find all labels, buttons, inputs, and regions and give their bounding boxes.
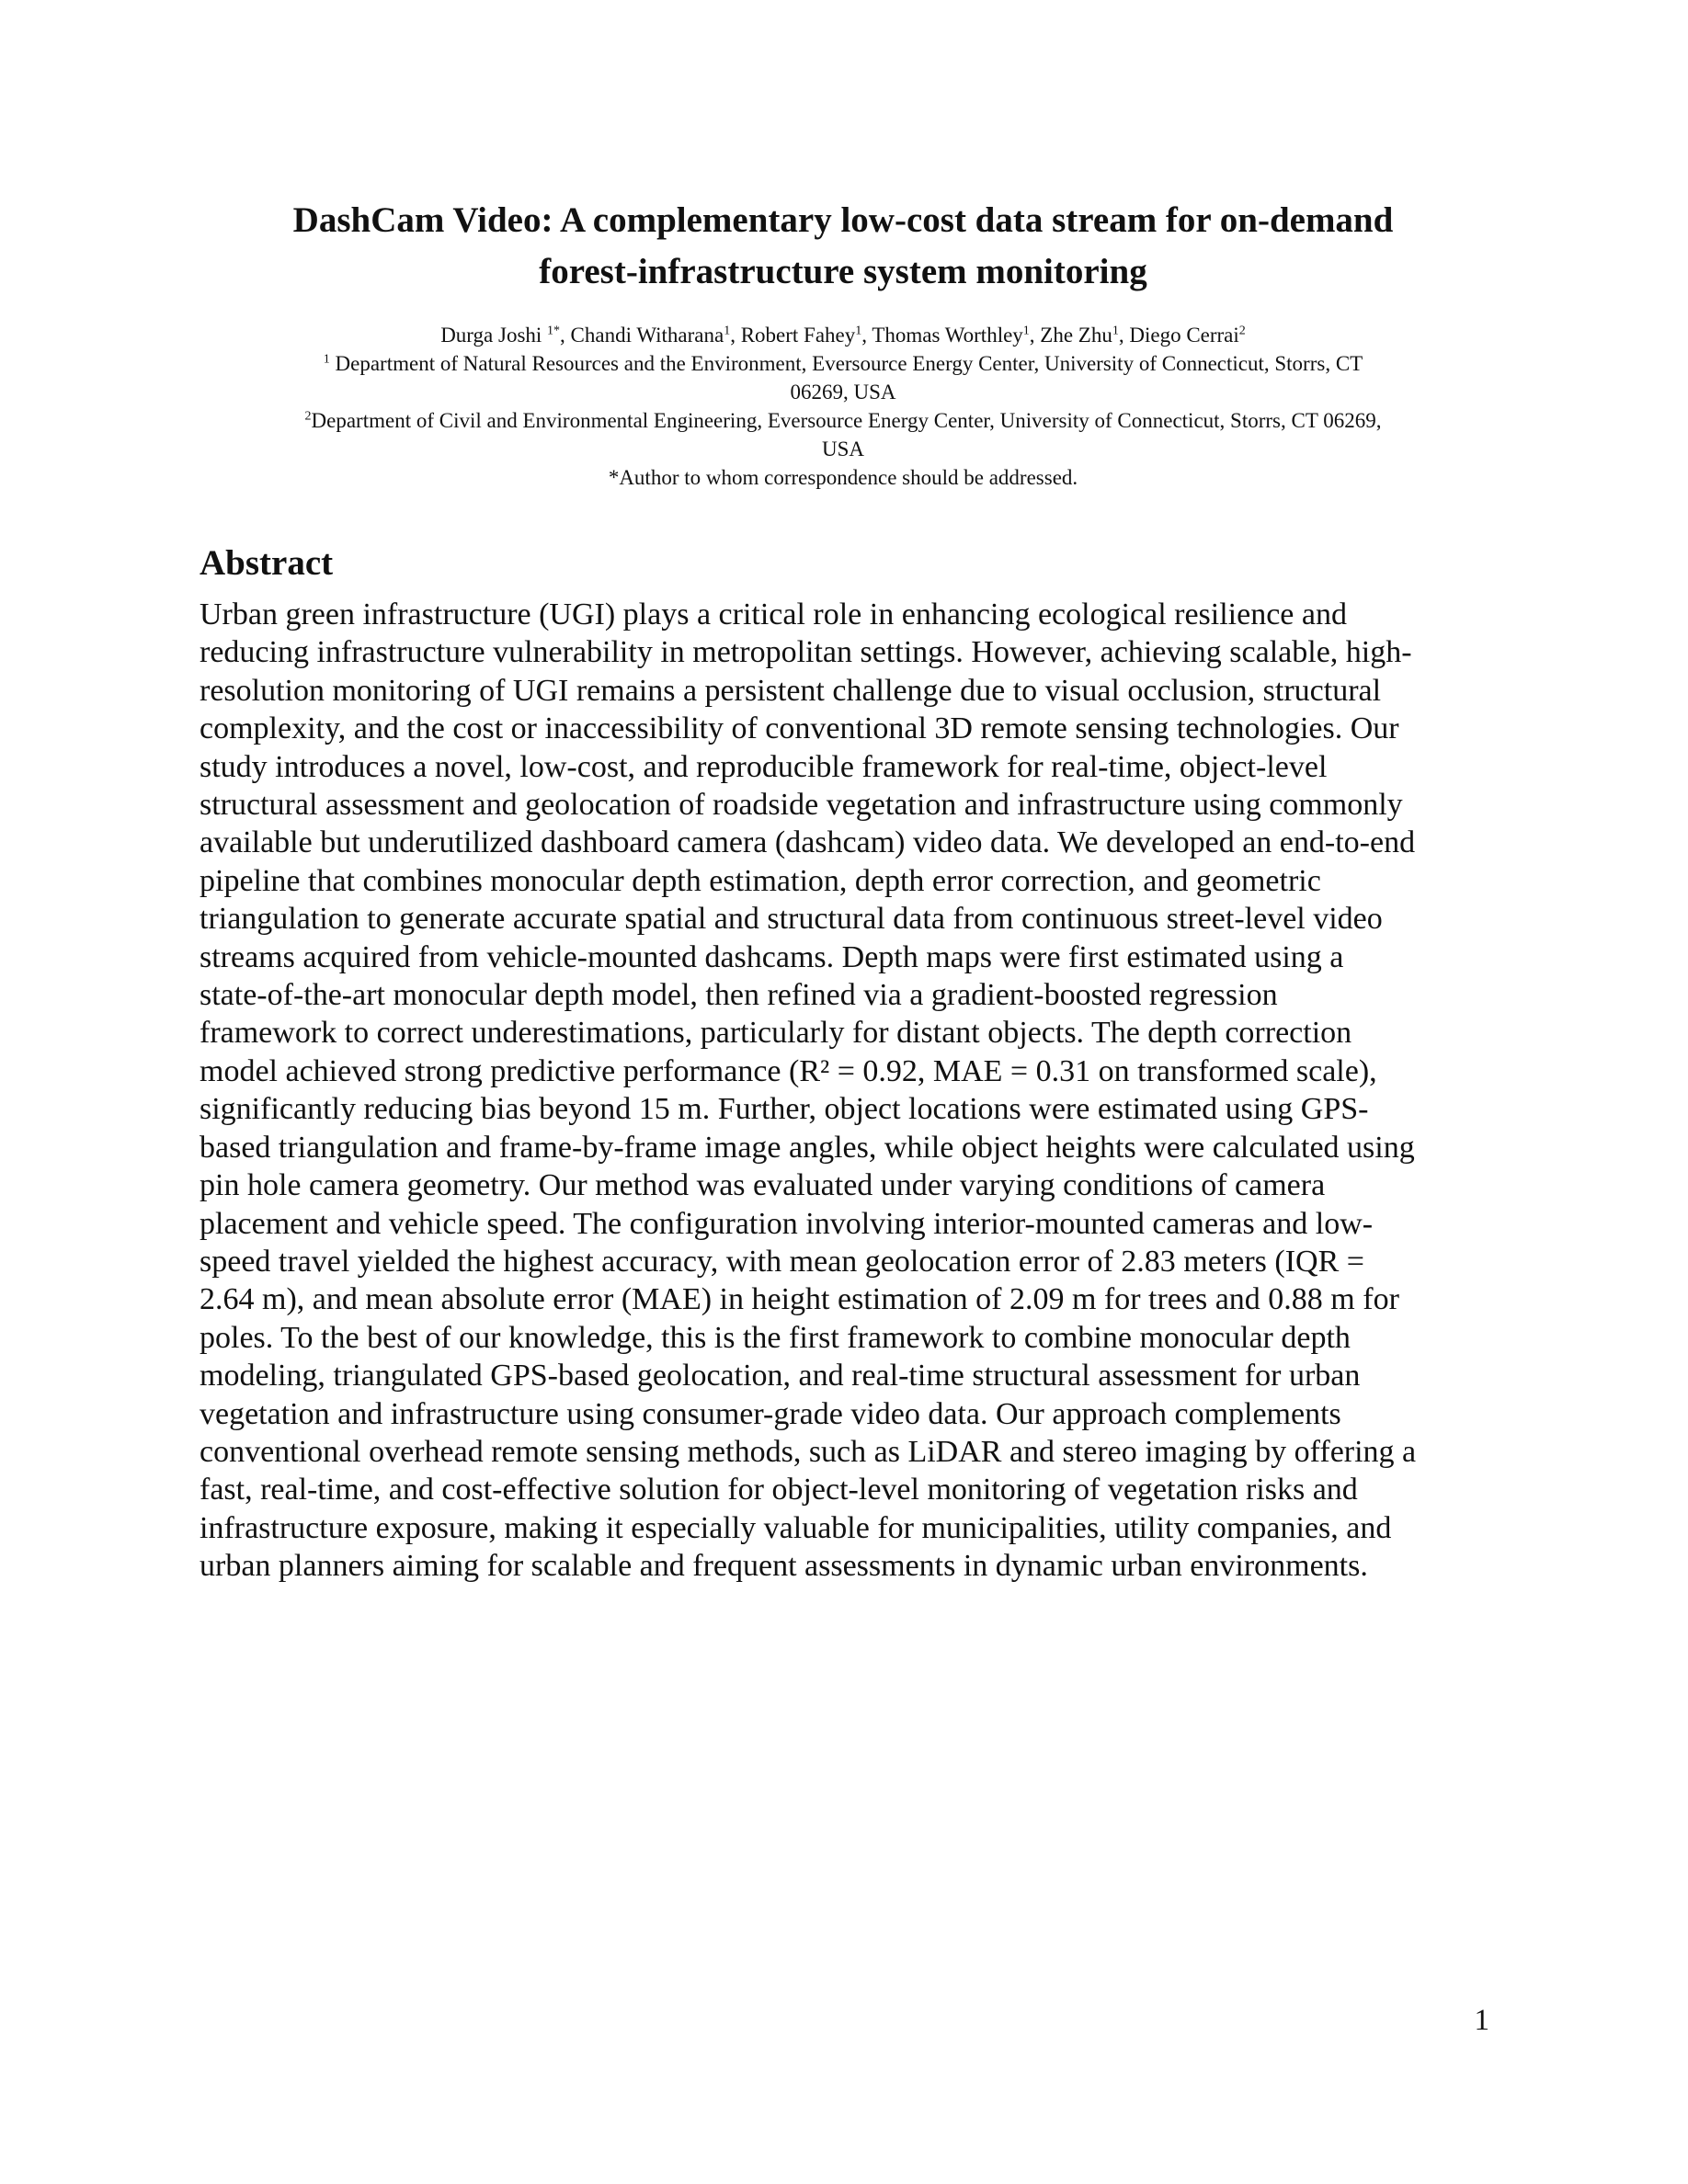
affiliation-mark: 1* — [547, 324, 561, 338]
author-separator: , — [1118, 324, 1130, 347]
abstract-line: triangulation to generate accurate spatial and structural data from continuous street-level video — [200, 902, 1383, 937]
author-name: Chandi Witharana — [570, 324, 724, 347]
author-list — [200, 321, 1487, 349]
affiliation-mark: 1 — [1022, 324, 1030, 338]
author-name: Zhe Zhu — [1040, 324, 1112, 347]
author-separator: , — [560, 324, 571, 347]
abstract-line: speed travel yielded the highest accuracy, with mean geolocation error of 2.83 meters (IQR = — [200, 1244, 1364, 1279]
abstract-line: urban planners aiming for scalable and frequent assessments in dynamic urban environments. — [200, 1549, 1368, 1584]
abstract-line: model achieved strong predictive performance (R² = 0.92, MAE = 0.31 on transformed scale), — [200, 1053, 1377, 1088]
front-matter — [200, 321, 1487, 492]
author — [872, 324, 1040, 347]
affiliation-text: Department of Civil and Environmental Engineering, Eversource Energy Center, University of Connecticut, Storrs, CT 06269, — [311, 409, 1382, 432]
page-number: 1 — [1474, 2004, 1489, 2037]
abstract-line: poles. To the best of our knowledge, this is the first framework to combine monocular depth — [200, 1320, 1351, 1355]
abstract-line: pin hole camera geometry. Our method was evaluated under varying conditions of camera — [200, 1168, 1326, 1203]
abstract-line: available but underutilized dashboard camera (dashcam) video data. We developed an end-to-end — [200, 825, 1416, 860]
author — [1129, 324, 1245, 347]
abstract-line: infrastructure exposure, making it especially valuable for municipalities, utility companies, and — [200, 1510, 1392, 1545]
author-name: Diego Cerrai — [1129, 324, 1239, 347]
abstract-line: study introduces a novel, low-cost, and reproducible framework for real-time, object-level — [200, 749, 1328, 784]
affiliation-1 — [200, 349, 1487, 378]
abstract-line: based triangulation and frame-by-frame image angles, while object heights were calculated using — [200, 1130, 1415, 1165]
affiliation-mark: 2 — [304, 409, 312, 424]
author-name: Durga Joshi — [440, 324, 548, 347]
abstract-line: complexity, and the cost or inaccessibility of conventional 3D remote sensing technologies. Our — [200, 711, 1399, 746]
abstract-heading: Abstract — [200, 543, 334, 583]
abstract-line: reducing infrastructure vulnerability in metropolitan settings. However, achieving scalable, high- — [200, 635, 1412, 670]
abstract-line: modeling, triangulated GPS-based geolocation, and real-time structural assessment for urban — [200, 1359, 1361, 1393]
abstract-line: streams acquired from vehicle-mounted dashcams. Depth maps were first estimated using a — [200, 939, 1344, 974]
affiliation-mark: 2 — [1238, 324, 1246, 338]
abstract-line: framework to correct underestimations, particularly for distant objects. The depth correction — [200, 1016, 1352, 1051]
affiliation-mark: 1 — [724, 324, 731, 338]
title-line: DashCam Video: A complementary low-cost data stream for on-demand — [292, 200, 1394, 240]
abstract-line: vegetation and infrastructure using consumer-grade video data. Our approach complements — [200, 1396, 1341, 1431]
abstract-line: 2.64 m), and mean absolute error (MAE) in height estimation of 2.09 m for trees and 0.88 m for — [200, 1282, 1399, 1317]
abstract-line: fast, real-time, and cost-effective solution for object-level monitoring of vegetation risks and — [200, 1473, 1358, 1507]
author — [571, 324, 741, 347]
author-separator: , — [730, 324, 741, 347]
author — [1040, 324, 1129, 347]
title-line: forest-infrastructure system monitoring — [539, 252, 1147, 291]
author-name: Thomas Worthley — [872, 324, 1023, 347]
abstract-line: pipeline that combines monocular depth estimation, depth error correction, and geometric — [200, 863, 1321, 898]
affiliation-2 — [200, 406, 1487, 435]
abstract-line: structural assessment and geolocation of roadside vegetation and infrastructure using commonly — [200, 788, 1403, 823]
affiliation-mark: 1 — [855, 324, 862, 338]
affiliation-2-continued: USA — [821, 438, 864, 461]
abstract-line: conventional overhead remote sensing methods, such as LiDAR and stereo imaging by offering a — [200, 1434, 1417, 1469]
author-separator: , — [861, 324, 873, 347]
affiliation-text: Department of Natural Resources and the Environment, Eversource Energy Center, University of Connecticut, Storrs, CT — [329, 352, 1363, 375]
author-name: Robert Fahey — [740, 324, 856, 347]
abstract-body — [200, 596, 1505, 1586]
correspondence-note: *Author to whom correspondence should be addressed. — [608, 466, 1078, 489]
author — [741, 324, 873, 347]
abstract-line: state-of-the-art monocular depth model, then refined via a gradient-boosted regression — [200, 978, 1278, 1013]
affiliation-mark: 1 — [323, 352, 330, 367]
abstract-line: Urban green infrastructure (UGI) plays a critical role in enhancing ecological resilience and — [200, 597, 1347, 631]
affiliation-1-continued: 06269, USA — [790, 381, 896, 404]
abstract-line: placement and vehicle speed. The configuration involving interior-mounted cameras and low- — [200, 1206, 1374, 1241]
paper-title — [200, 195, 1487, 298]
author-separator: , — [1029, 324, 1041, 347]
abstract-line: significantly reducing bias beyond 15 m. Further, object locations were estimated using GPS- — [200, 1092, 1369, 1127]
author — [440, 324, 570, 347]
affiliation-mark: 1 — [1112, 324, 1119, 338]
abstract-line: resolution monitoring of UGI remains a persistent challenge due to visual occlusion, structural — [200, 673, 1382, 708]
